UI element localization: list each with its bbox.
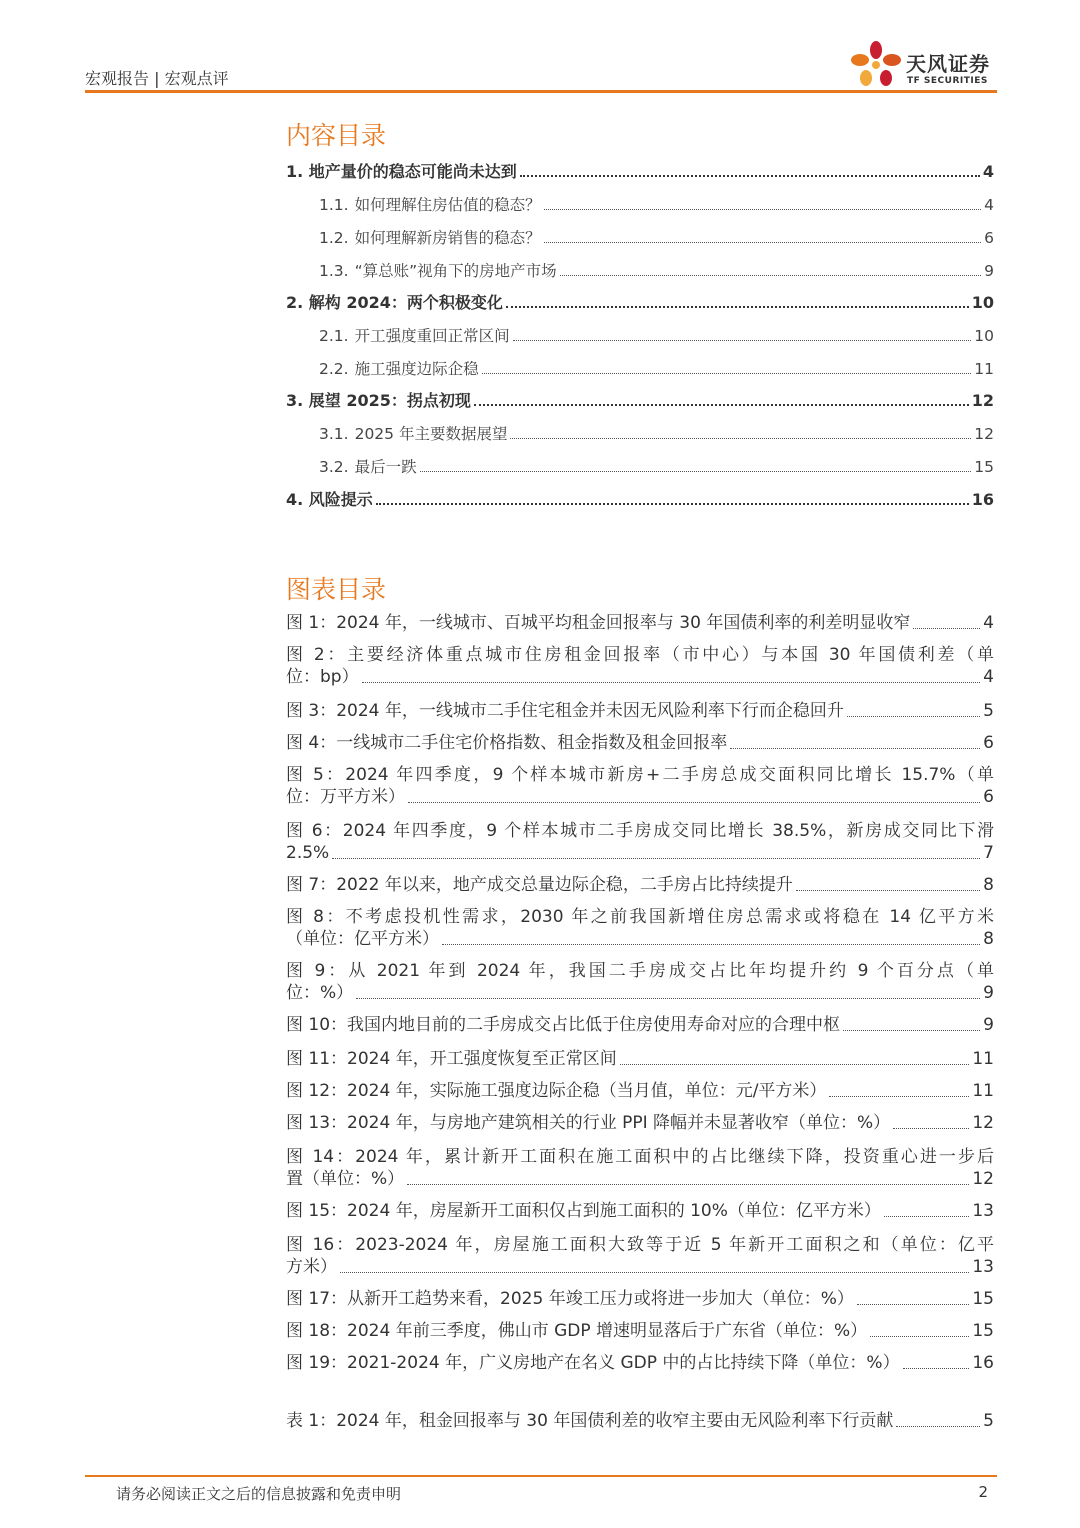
figure-entry-line1: 图 14：2024 年，累计新开工面积在施工面积中的占比继续下降，投资重心进一步后 — [286, 1147, 994, 1167]
dot-leader — [913, 628, 980, 629]
dot-leader — [376, 503, 969, 505]
dot-leader — [870, 1336, 969, 1337]
figure-entry-line1: 图 5：2024 年四季度，9 个样本城市新房+二手房总成交面积同比增长 15.7%（单 — [286, 765, 994, 785]
toc-entry-label: 最后一跌 — [354, 458, 417, 476]
figure-entry-line1: 图 9：从 2021 年到 2024 年，我国二手房成交占比年均提升约 9 个百分点（单 — [286, 961, 994, 981]
figure-entry-label: 图 10：我国内地目前的二手房成交占比低于住房使用寿命对应的合理中枢 — [286, 1015, 841, 1035]
dot-leader — [482, 373, 972, 374]
figure-entry[interactable] — [286, 874, 994, 896]
figure-entry-label: 图 13：2024 年，与房地产建筑相关的行业 PPI 降幅并未显著收窄（单位：%） — [286, 1113, 891, 1133]
dot-leader — [560, 275, 981, 276]
report-category: 宏观报告 | 宏观点评 — [85, 69, 229, 88]
dot-leader — [544, 209, 982, 210]
figure-entry-page: 8 — [983, 929, 994, 949]
figure-entry-line2: 置（单位：%） — [286, 1169, 405, 1189]
toc-entry[interactable] — [319, 457, 994, 477]
toc-entry[interactable] — [286, 391, 994, 411]
dot-leader — [903, 1368, 970, 1369]
toc-entry-number: 2.2. — [319, 360, 349, 378]
figure-entry-page: 15 — [972, 1289, 994, 1309]
dot-leader — [796, 890, 980, 891]
figure-entry[interactable] — [286, 1014, 994, 1036]
toc-entry-page: 4 — [984, 196, 994, 214]
dot-leader — [474, 404, 969, 406]
figure-entry[interactable] — [286, 1288, 994, 1310]
toc-entry-number: 1.1. — [319, 196, 349, 214]
figure-entry-page: 5 — [983, 1411, 994, 1431]
figure-entry-line1: 图 6：2024 年四季度，9 个样本城市二手房成交同比增长 38.5%，新房成交同比下滑 — [286, 821, 994, 841]
dot-leader — [356, 998, 980, 999]
figure-entry[interactable] — [286, 1146, 994, 1190]
dot-leader — [544, 242, 982, 243]
toc-entry-label: 4. 风险提示 — [286, 490, 373, 509]
toc-entry-label: 1. 地产量价的稳态可能尚未达到 — [286, 162, 517, 181]
toc-entry[interactable] — [319, 228, 994, 248]
dot-leader — [510, 438, 971, 439]
figure-entry[interactable] — [286, 764, 994, 808]
figure-entry-page: 4 — [983, 667, 994, 687]
toc-entry-number: 3.2. — [319, 458, 349, 476]
toc-entry-number: 1.3. — [319, 262, 349, 280]
toc-entry-page: 12 — [971, 391, 994, 410]
figure-entry-line2: （单位：亿平方米） — [286, 929, 439, 949]
dot-leader — [620, 1064, 970, 1065]
dot-leader — [332, 858, 980, 859]
figure-entry-line2: 2.5% — [286, 843, 330, 863]
toc-entry-label: 开工强度重回正常区间 — [354, 327, 510, 345]
toc-entry-page: 4 — [982, 162, 994, 181]
logo-name: 天风证券 — [906, 52, 990, 76]
toc-entry[interactable] — [286, 293, 994, 313]
figure-entry-label: 图 1：2024 年，一线城市、百城平均租金回报率与 30 年国债利率的利差明显收窄 — [286, 613, 911, 633]
figure-entry-page: 11 — [972, 1049, 994, 1069]
figure-entry-page: 12 — [972, 1169, 994, 1189]
figure-entry-line2: 方米） — [286, 1257, 337, 1277]
dot-leader — [362, 682, 981, 683]
footer-disclaimer: 请务必阅读正文之后的信息披露和免责申明 — [116, 1485, 402, 1503]
dot-leader — [408, 802, 980, 803]
toc-entry-label: 2. 解构 2024：两个积极变化 — [286, 293, 503, 312]
dot-leader — [896, 1426, 980, 1427]
figure-entry-label: 图 7：2022 年以来，地产成交总量边际企稳，二手房占比持续提升 — [286, 875, 793, 895]
figure-entry[interactable] — [286, 700, 994, 722]
figure-entry[interactable] — [286, 732, 994, 754]
figure-entry-label: 表 1：2024 年，租金回报率与 30 年国债利差的收窄主要由无风险利率下行贡献 — [286, 1411, 894, 1431]
dot-leader — [513, 340, 972, 341]
dot-leader — [520, 175, 980, 177]
figure-entry[interactable] — [286, 906, 994, 950]
figure-entry[interactable] — [286, 1352, 994, 1374]
dot-leader — [730, 748, 980, 749]
figure-entry-label: 图 12：2024 年，实际施工强度边际企稳（当月值，单位：元/平方米） — [286, 1081, 827, 1101]
figure-entry[interactable] — [286, 1320, 994, 1342]
toc-entry-label: 如何理解住房估值的稳态？ — [354, 196, 541, 214]
figure-entry[interactable] — [286, 644, 994, 688]
figure-entry[interactable] — [286, 1410, 994, 1432]
toc-entry-page: 11 — [974, 360, 994, 378]
toc-entry[interactable] — [286, 162, 994, 182]
toc-entry-number: 3.1. — [319, 425, 349, 443]
dot-leader — [884, 1216, 969, 1217]
toc-entry[interactable] — [319, 261, 994, 281]
figure-entry-label: 图 19：2021-2024 年，广义房地产在名义 GDP 中的占比持续下降（单位：%） — [286, 1353, 900, 1373]
figure-entry-page: 13 — [972, 1257, 994, 1277]
figure-entry-page: 16 — [972, 1353, 994, 1373]
figure-entry-label: 图 11：2024 年，开工强度恢复至正常区间 — [286, 1049, 617, 1069]
dot-leader — [420, 471, 972, 472]
toc-entry[interactable] — [319, 359, 994, 379]
figure-entry-page: 11 — [972, 1081, 994, 1101]
figures-title: 图表目录 — [286, 575, 387, 604]
toc-entry[interactable] — [319, 195, 994, 215]
toc-entry[interactable] — [319, 326, 994, 346]
figure-entry[interactable] — [286, 1080, 994, 1102]
figure-entry-page: 6 — [983, 787, 994, 807]
figure-entry-page: 8 — [983, 875, 994, 895]
dot-leader — [506, 306, 969, 308]
figure-entry[interactable] — [286, 820, 994, 864]
toc-entry-number: 2.1. — [319, 327, 349, 345]
figure-entry-label: 图 15：2024 年，房屋新开工面积仅占到施工面积的 10%（单位：亿平方米） — [286, 1201, 881, 1221]
figure-entry-line2: 位：万平方米） — [286, 787, 405, 807]
dot-leader — [847, 716, 980, 717]
figure-entry-page: 7 — [983, 843, 994, 863]
toc-entry[interactable] — [319, 424, 994, 444]
toc-entry-number: 1.2. — [319, 229, 349, 247]
figure-entry-line1: 图 16：2023-2024 年，房屋施工面积大致等于近 5 年新开工面积之和（单位：亿平 — [286, 1235, 994, 1255]
company-logo — [848, 40, 998, 90]
flower-logo-icon — [848, 40, 904, 92]
figure-entry-page: 5 — [983, 701, 994, 721]
figure-entry-line1: 图 8：不考虑投机性需求，2030 年之前我国新增住房总需求或将稳在 14 亿平方米 — [286, 907, 994, 927]
toc-entry-page: 6 — [984, 229, 994, 247]
figure-entry[interactable] — [286, 1200, 994, 1222]
figure-entry-line1: 图 2：主要经济体重点城市住房租金回报率（市中心）与本国 30 年国债利差（单 — [286, 645, 994, 665]
toc-entry-label: 施工强度边际企稳 — [354, 360, 479, 378]
figure-entry[interactable] — [286, 1048, 994, 1070]
figure-entry-label: 图 17：从新开工趋势来看，2025 年竣工压力或将进一步加大（单位：%） — [286, 1289, 854, 1309]
figure-entry[interactable] — [286, 1234, 994, 1278]
dot-leader — [893, 1128, 969, 1129]
footer-divider — [85, 1475, 997, 1477]
figure-entry[interactable] — [286, 612, 994, 634]
figure-entry-line2: 位：bp） — [286, 667, 359, 687]
figure-entry-page: 6 — [983, 733, 994, 753]
page-number: 2 — [978, 1483, 988, 1501]
figure-entry-page: 13 — [972, 1201, 994, 1221]
toc-entry-page: 9 — [984, 262, 994, 280]
figure-entry-label: 图 3：2024 年，一线城市二手住宅租金并未因无风险利率下行而企稳回升 — [286, 701, 844, 721]
dot-leader — [857, 1304, 970, 1305]
logo-subtitle: TF SECURITIES — [907, 76, 988, 86]
figure-entry[interactable] — [286, 1112, 994, 1134]
toc-entry-label: “算总账”视角下的房地产市场 — [354, 262, 557, 280]
dot-leader — [340, 1272, 969, 1273]
dot-leader — [829, 1096, 969, 1097]
dot-leader — [843, 1030, 980, 1031]
toc-entry-page: 16 — [971, 490, 994, 509]
figure-entry-page: 4 — [983, 613, 994, 633]
toc-entry-page: 12 — [974, 425, 994, 443]
dot-leader — [442, 944, 980, 945]
figure-entry-label: 图 18：2024 年前三季度，佛山市 GDP 增速明显落后于广东省（单位：%） — [286, 1321, 868, 1341]
toc-entry-page: 15 — [974, 458, 994, 476]
figure-entry-page: 15 — [972, 1321, 994, 1341]
toc-entry-page: 10 — [974, 327, 994, 345]
figure-entry-label: 图 4：一线城市二手住宅价格指数、租金指数及租金回报率 — [286, 733, 728, 753]
dot-leader — [407, 1184, 969, 1185]
figure-entry-line2: 位：%） — [286, 983, 354, 1003]
figure-entry-page: 12 — [972, 1113, 994, 1133]
toc-entry-page: 10 — [971, 293, 994, 312]
figure-entry-page: 9 — [983, 983, 994, 1003]
figure-entry-page: 9 — [983, 1015, 994, 1035]
toc-entry[interactable] — [286, 490, 994, 510]
figure-entry[interactable] — [286, 960, 994, 1004]
toc-title: 内容目录 — [286, 121, 387, 150]
toc-entry-label: 3. 展望 2025：拐点初现 — [286, 391, 471, 410]
toc-entry-label: 如何理解新房销售的稳态？ — [354, 229, 541, 247]
toc-entry-label: 2025 年主要数据展望 — [354, 425, 508, 443]
